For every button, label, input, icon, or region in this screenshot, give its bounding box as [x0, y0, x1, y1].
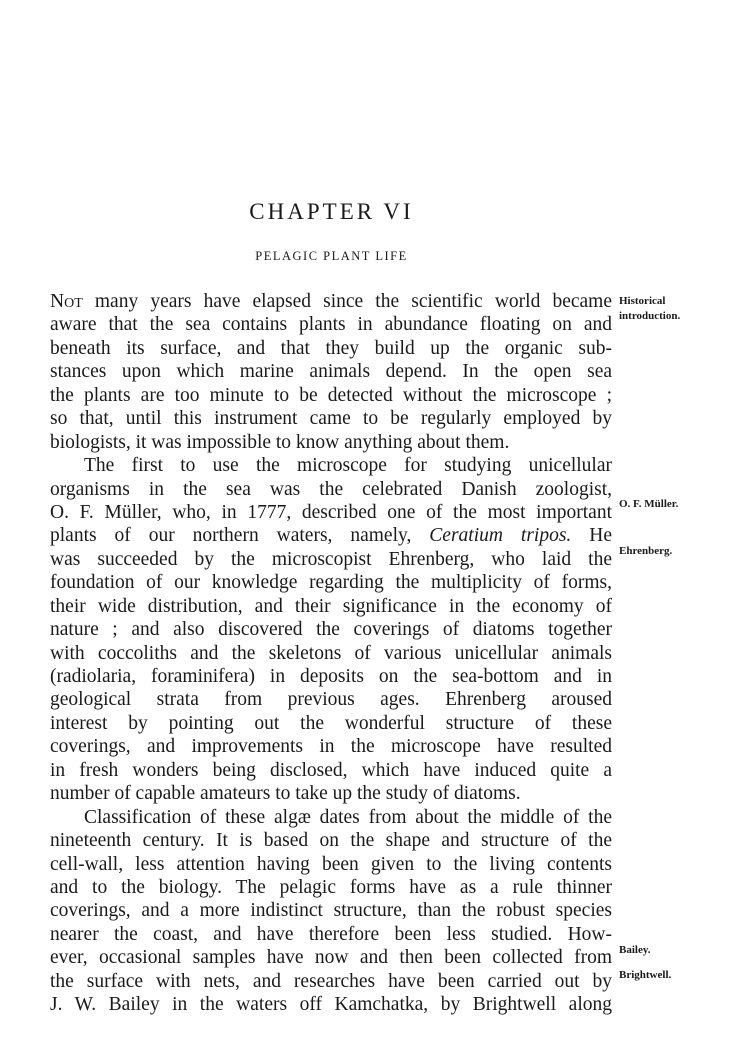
text-line: biologists, it was impossible to know anything about them.	[50, 431, 510, 453]
body-text	[50, 290, 612, 1017]
opening-word: Not	[50, 291, 83, 312]
text-line: in fresh wonders being disclosed, which have induced quite a	[50, 759, 612, 781]
text-line: their wide distribution, and their significance in the economy of	[50, 595, 612, 617]
text-line: organisms in the sea was the celebrated Danish zoologist,	[50, 478, 612, 500]
margin-note-muller: O. F. Müller.	[619, 498, 679, 510]
chapter-title: CHAPTER VI	[249, 199, 414, 224]
text-line: so that, until this instrument came to be regularly employed by	[50, 408, 612, 430]
margin-note-historical	[619, 294, 680, 324]
text-line: interest by pointing out the wonderful structure of these	[50, 712, 612, 734]
text-line: with coccoliths and the skeletons of various unicellular animals	[50, 642, 612, 664]
text-line	[50, 290, 612, 313]
text-line: nineteenth century. It is based on the shape and structure of the	[50, 830, 612, 852]
margin-note-brightwell: Brightwell.	[619, 969, 672, 981]
species-name: Ceratium tripos.	[429, 525, 572, 547]
margin-note-line: introduction.	[619, 310, 681, 322]
text-line: stances upon which marine animals depend. In the open sea	[50, 361, 612, 383]
text-line: ever, occasional samples have now and then been collected from	[50, 947, 612, 969]
text-line: foundation of our knowledge regarding the multiplicity of forms,	[50, 572, 612, 594]
chapter-subtitle: PELAGIC PLANT LIFE	[255, 249, 408, 263]
text-line	[50, 524, 612, 547]
text-line-content: plants of our northern waters, namely,	[50, 525, 430, 547]
text-line: J. W. Bailey in the waters off Kamchatka, by Brightwell along	[50, 994, 612, 1016]
text-line: number of capable amateurs to take up the study of diatoms.	[50, 783, 521, 805]
text-line-content: He	[571, 525, 612, 547]
text-line: (radiolaria, foraminifera) in deposits on the sea-bottom and in	[50, 666, 612, 687]
text-line: Classification of these algæ dates from about the middle of the	[84, 806, 612, 828]
text-line: nature ; and also discovered the coverings of diatoms together	[50, 619, 612, 641]
text-line: the plants are too minute to be detected without the microscope ;	[50, 384, 612, 406]
text-line: O. F. Müller, who, in 1777, described one of the most important	[50, 501, 612, 523]
margin-note-line: Historical	[619, 295, 666, 307]
text-line: cell-wall, less attention having been given to the living contents	[50, 853, 612, 875]
text-line: nearer the coast, and have therefore been less studied. How-	[50, 923, 612, 945]
text-line: beneath its surface, and that they build up the organic sub-	[50, 337, 612, 359]
margin-note-ehrenberg: Ehrenberg.	[619, 545, 673, 557]
text-line: The first to use the microscope for studying unicellular	[84, 455, 612, 477]
text-line: coverings, and improvements in the microscope have resulted	[50, 736, 612, 758]
text-line: the surface with nets, and researches have been carried out by	[50, 970, 612, 992]
text-line: geological strata from previous ages. Ehrenberg aroused	[50, 689, 612, 711]
margin-note-bailey: Bailey.	[619, 944, 651, 956]
text-line: was succeeded by the microscopist Ehrenberg, who laid the	[50, 548, 612, 570]
text-line-content: many years have elapsed since the scientific world became	[82, 291, 612, 312]
text-line: aware that the sea contains plants in abundance floating on and	[50, 314, 612, 336]
text-line: coverings, and a more indistinct structure, than the robust species	[50, 900, 612, 922]
text-line: and to the biology. The pelagic forms have as a rule thinner	[50, 876, 612, 898]
